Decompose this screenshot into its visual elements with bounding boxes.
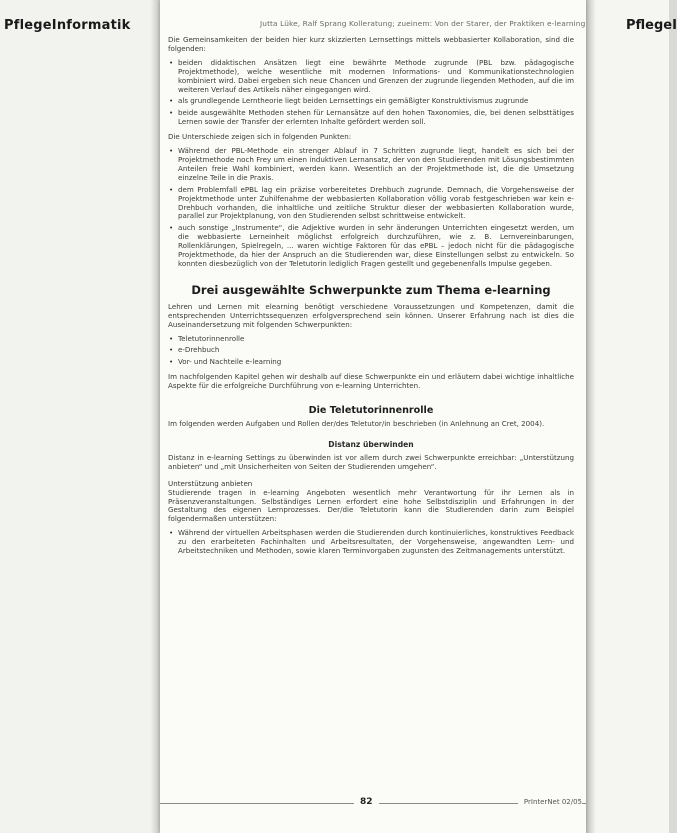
list-item: • dem Problemfall ePBL lag ein präzise vorbereitetes Drehbuch zugrunde. Demnach, die Vorgehensweise der Projektmethode unter Zuhilfenahme der webbasierten Kollaboration völlig vorab festgeschrieben war kein e-Drehbuch vorhanden, die inhaltliche und zeitliche Struktur dieser der webbasierten Kollaboration wurde, parallel zur Projektplanung, von den Studierenden selbst schrittweise entwickelt. [168, 186, 574, 222]
list-item: • beiden didaktischen Ansätzen liegt eine bewährte Methode zugrunde (PBL bzw. pädagogische Projektmethode), welche wesentliche mit modernen Informations- und Kommunikationstechnologien kombiniert wird. Dabei ergeben sich neue Chancen und Grenzen der zugrunde liegenden Methoden, auf die im weiteren Verlauf des Artikels näher eingegangen wird. [168, 59, 574, 95]
similarities-list [168, 59, 574, 127]
intro-paragraph: Die Gemeinsamkeiten der beiden hier kurz skizzierten Lernsettings mittels webbasierter Kollaboration, sind die folgenden: [168, 35, 574, 53]
differences-intro: Die Unterschiede zeigen sich in folgenden Punkten: [168, 132, 352, 142]
list-item: • Während der PBL-Methode ein strenger Ablauf in 7 Schritten zugrunde liegt, handelt es sich bei der Projektmethode noch Frey um einen induktiven Lernansatz, der von den Studierenden mit Lösungsbestimmten Anteilen freie Wahl kombiniert, werden kann. Wesentlich an der Projektmethode ist, die die Umsetzung einzelne Teile in die Praxis. [168, 147, 574, 183]
left-page-edge [0, 0, 160, 833]
running-head: Jutta Lüke, Ralf Sprang Kolleratung; zueinem: Von der Starer, der Praktiken e-learning [260, 19, 586, 28]
subsection-heading: Die Teletutorinnenrolle [308, 405, 434, 417]
brand-logo-right: PflegeI [626, 18, 677, 33]
right-page-edge [586, 0, 677, 833]
list-item: • beide ausgewählte Methoden stehen für Lernansätze auf den hohen Taxonomies, die, bei denen selbsttätiges Lernen sowie der Transfer der erlernten Inhalte gefördert werden soll. [168, 109, 574, 127]
page-gutter-shadow [150, 0, 160, 833]
list-item: • als grundlegende Lerntheorie liegt beiden Lernsettings ein gemäßigter Konstruktivismus zugrunde [168, 97, 574, 106]
section-paragraph: Studierende tragen in e-learning Angeboten wesentlich mehr Verantwortung für ihr Lernen als in Präsenzveranstaltungen. Selbständiges Lernen erfordert eine hohe Selbstdisziplin und Erfahrungen in der Gestaltung des eigenen Lernprozesses. Der/die Teletutorin kann die Studierenden darin zum Beispiel folgendermaßen unterstützen: [168, 487, 574, 524]
page-footer [160, 797, 586, 811]
page-gutter-shadow-right [586, 0, 596, 833]
minor-heading: Distanz überwinden [328, 440, 414, 449]
journal-name: PrInterNet 02/05 [518, 798, 582, 806]
section-paragraph: Distanz in e-learning Settings zu überwinden ist vor allem durch zwei Schwerpunkte erreichbar: „Unterstützung anbieten“ und „mit Unsicherheiten von Seiten der Studierenden umgehen“. [168, 452, 574, 471]
page-number: 82 [354, 797, 379, 807]
focus-list [168, 335, 574, 368]
list-item: • Vor- und Nachteile e-learning [168, 358, 574, 367]
page-content [168, 36, 574, 562]
minor-heading: Unterstützung anbieten [168, 478, 253, 488]
section-paragraph: Lehren und Lernen mit elearning benötigt verschiedene Voraussetzungen und Kompetenzen, damit die entsprechenden Unterrichtssequenzen erfolgversprechend sein können. Unserer Erfahrung nach ist dies die Auseinandersetzung mit folgenden Schwerpunkten: [168, 301, 574, 329]
support-list [168, 529, 574, 556]
brand-logo-left: PflegeInformatik [4, 18, 131, 33]
list-item: • auch sonstige „Instrumente“, die Adjektive wurden in sehr änderungen Unterrichten eingesetzt werden, um die webbasierte Lerneinheit möglichst erfolgreich durchzuführen, wie z. B. Lernvereinbarungen, Rollenklärungen, Spielregeln, ... waren wichtige Faktoren für das ePBL – jedoch nicht für die pädagogische Projektmethode, da hier der Anspruch an die Studierenden war, diese Einstellungen selbst zu entwickeln. So konnten diesbezüglich von der Teletutorin lediglich Fragen gestellt und gegebenenfalls Impulse gegeben. [168, 224, 574, 269]
list-item: • e-Drehbuch [168, 346, 574, 355]
differences-list [168, 147, 574, 269]
list-item: • Teletutorinnenrolle [168, 335, 574, 344]
section-paragraph: Im folgenden werden Aufgaben und Rollen der/des Teletutor/in beschrieben (in Anlehnung an Cret, 2004). [168, 419, 545, 429]
document-page [160, 0, 586, 833]
section-paragraph: Im nachfolgenden Kapitel gehen wir deshalb auf diese Schwerpunkte ein und erläutern dabei wichtige inhaltliche Aspekte für die erfolgreiche Durchführung von e-learning Unterrichten. [168, 372, 574, 391]
list-item: • Während der virtuellen Arbeitsphasen werden die Studierenden durch kontinuierliches, konstruktives Feedback zu den erarbeiteten Fachinhalten und Arbeitsresultaten, der Vorgehensweise, angewandten Lern- und Arbeitstechniken und Methoden, sowie klaren Terminvorgaben zugunsten des Zeitmanagements unterstützt. [168, 529, 574, 556]
section-heading: Drei ausgewählte Schwerpunkte zum Thema e-learning [191, 282, 551, 297]
